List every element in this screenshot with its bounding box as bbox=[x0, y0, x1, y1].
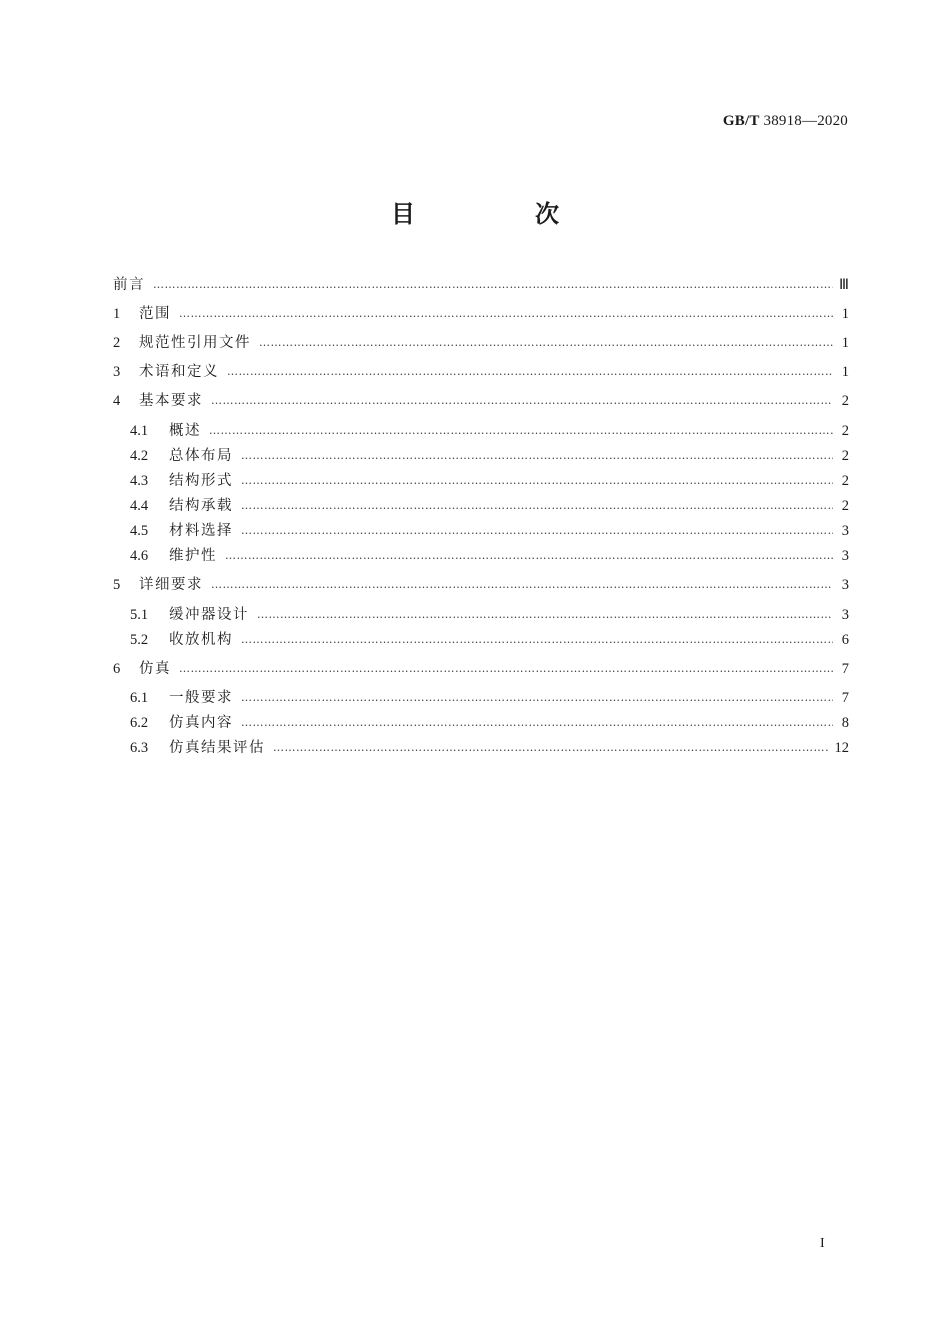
toc-page: Ⅲ bbox=[839, 277, 849, 293]
toc-label: 详细要求 bbox=[139, 577, 203, 593]
toc-number: 2 bbox=[113, 335, 121, 351]
toc-number: 6.3 bbox=[130, 740, 149, 756]
toc-number: 6.2 bbox=[130, 715, 149, 731]
toc-entry-4-5[interactable] bbox=[113, 521, 849, 541]
toc-page: 7 bbox=[841, 661, 849, 677]
toc-label: 结构形式 bbox=[169, 473, 233, 489]
toc-page: 7 bbox=[841, 690, 849, 706]
toc-number: 1 bbox=[113, 306, 121, 322]
toc-entry-1[interactable] bbox=[113, 304, 849, 324]
toc-entry-3[interactable] bbox=[113, 362, 849, 382]
toc-number: 4 bbox=[113, 393, 121, 409]
toc-page: 2 bbox=[841, 473, 849, 489]
toc-entry-4-1[interactable] bbox=[113, 421, 849, 441]
toc-number: 5.1 bbox=[130, 607, 149, 623]
toc-entry-6-3[interactable] bbox=[113, 738, 849, 758]
page-folio: I bbox=[820, 1236, 825, 1251]
toc-number: 4.3 bbox=[130, 473, 149, 489]
toc-page: 6 bbox=[841, 632, 849, 648]
toc-page: 3 bbox=[841, 548, 849, 564]
toc-page: 1 bbox=[841, 306, 849, 322]
toc-label: 仿真 bbox=[139, 661, 171, 677]
dot-leader bbox=[241, 496, 833, 516]
toc-entry-6[interactable] bbox=[113, 659, 849, 679]
dot-leader bbox=[241, 630, 833, 650]
dot-leader bbox=[179, 304, 833, 324]
toc-label: 收放机构 bbox=[169, 632, 233, 648]
dot-leader bbox=[259, 333, 833, 353]
toc-entry-4[interactable] bbox=[113, 391, 849, 411]
toc-number: 4.1 bbox=[130, 423, 149, 439]
toc-label: 仿真内容 bbox=[169, 715, 233, 731]
toc-number: 4.5 bbox=[130, 523, 149, 539]
toc-label: 术语和定义 bbox=[139, 364, 219, 380]
toc-number: 6 bbox=[113, 661, 121, 677]
toc-entry-5-2[interactable] bbox=[113, 630, 849, 650]
dot-leader bbox=[241, 713, 833, 733]
toc-entry-4-3[interactable] bbox=[113, 471, 849, 491]
dot-leader bbox=[241, 471, 833, 491]
toc-label: 总体布局 bbox=[169, 448, 233, 464]
dot-leader bbox=[273, 738, 829, 758]
toc-page: 12 bbox=[834, 740, 849, 756]
toc-entry-4-2[interactable] bbox=[113, 446, 849, 466]
toc-page: 3 bbox=[841, 523, 849, 539]
toc-label: 一般要求 bbox=[169, 690, 233, 706]
toc-number: 4.4 bbox=[130, 498, 149, 514]
toc-title: 目 次 bbox=[391, 200, 607, 228]
toc-entry-6-1[interactable] bbox=[113, 688, 849, 708]
toc-page: 3 bbox=[841, 577, 849, 593]
dot-leader bbox=[241, 688, 833, 708]
toc-page: 8 bbox=[841, 715, 849, 731]
toc-label: 概述 bbox=[169, 423, 201, 439]
toc-label: 范围 bbox=[139, 306, 171, 322]
toc-number: 4.2 bbox=[130, 448, 149, 464]
dot-leader bbox=[227, 362, 833, 382]
toc-entry-6-2[interactable] bbox=[113, 713, 849, 733]
toc-number: 5 bbox=[113, 577, 121, 593]
toc-label: 前言 bbox=[113, 277, 145, 293]
dot-leader bbox=[241, 446, 833, 466]
toc-page: 3 bbox=[841, 607, 849, 623]
dot-leader bbox=[211, 391, 833, 411]
toc-label: 仿真结果评估 bbox=[169, 740, 265, 756]
toc-entry-4-6[interactable] bbox=[113, 546, 849, 566]
standard-code bbox=[723, 113, 848, 130]
toc-label: 基本要求 bbox=[139, 393, 203, 409]
toc-entry-4-4[interactable] bbox=[113, 496, 849, 516]
toc-page: 1 bbox=[841, 335, 849, 351]
toc-number: 6.1 bbox=[130, 690, 149, 706]
standard-prefix: GB/T bbox=[722, 113, 760, 129]
toc-page: 2 bbox=[841, 423, 849, 439]
standard-number: 38918—2020 bbox=[763, 113, 848, 129]
toc-page: 1 bbox=[841, 364, 849, 380]
dot-leader bbox=[257, 605, 833, 625]
toc-label: 缓冲器设计 bbox=[169, 607, 249, 623]
dot-leader bbox=[209, 421, 833, 441]
toc-entry-2[interactable] bbox=[113, 333, 849, 353]
toc-entry-foreword[interactable] bbox=[113, 275, 849, 295]
dot-leader bbox=[225, 546, 833, 566]
toc-label: 规范性引用文件 bbox=[139, 335, 251, 351]
toc-page: 2 bbox=[841, 448, 849, 464]
dot-leader bbox=[241, 521, 833, 541]
dot-leader bbox=[153, 275, 833, 295]
toc-page: 2 bbox=[841, 393, 849, 409]
toc-entry-5-1[interactable] bbox=[113, 605, 849, 625]
dot-leader bbox=[179, 659, 833, 679]
toc-number: 5.2 bbox=[130, 632, 149, 648]
toc-page: 2 bbox=[841, 498, 849, 514]
toc-number: 3 bbox=[113, 364, 121, 380]
toc-label: 结构承载 bbox=[169, 498, 233, 514]
toc-entry-5[interactable] bbox=[113, 575, 849, 595]
toc-label: 材料选择 bbox=[169, 523, 233, 539]
dot-leader bbox=[211, 575, 833, 595]
toc-number: 4.6 bbox=[130, 548, 149, 564]
toc-label: 维护性 bbox=[169, 548, 217, 564]
